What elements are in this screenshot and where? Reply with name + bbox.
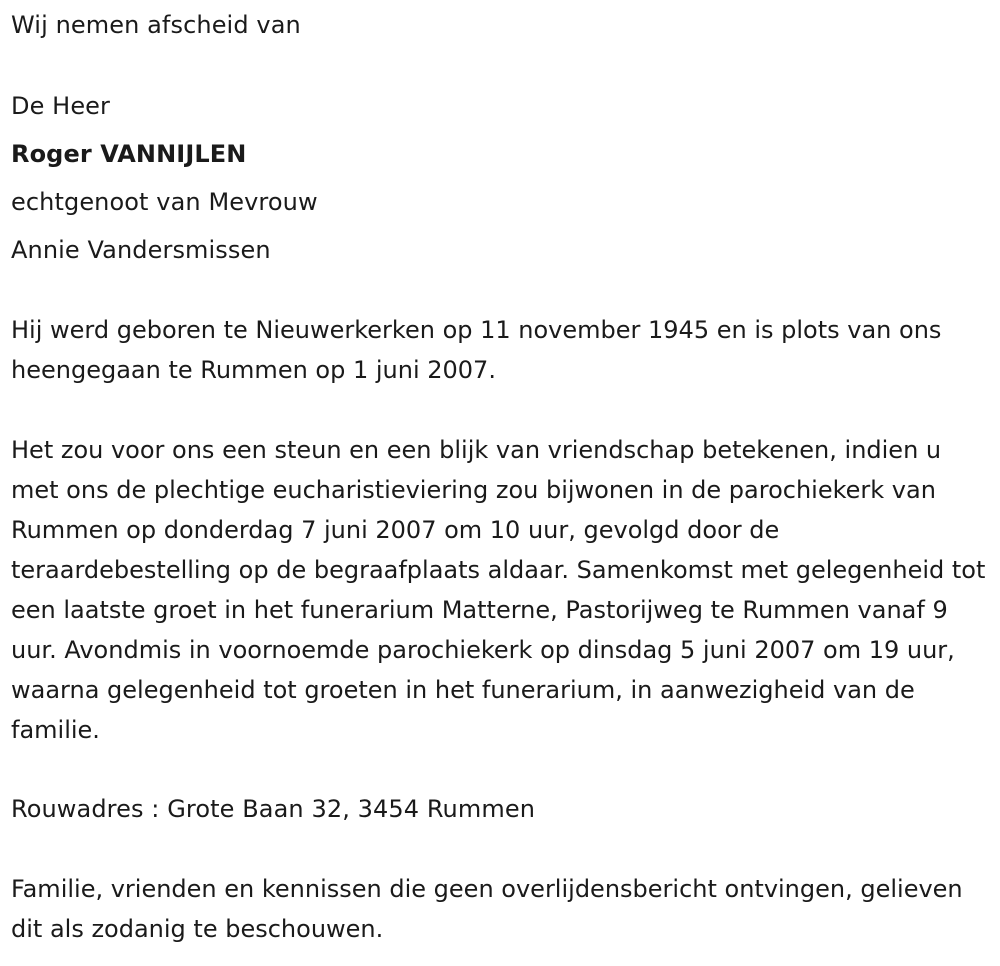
intro-text: Wij nemen afscheid van: [11, 11, 301, 39]
spouse-name: Annie Vandersmissen: [11, 236, 271, 264]
ceremony-paragraph: Het zou voor ons een steun en een blijk van vriendschap betekenen, indien u met ons de plechtige eucharistieviering zou bijwonen in de parochiekerk van Rummen op donderdag 7 juni 2007 om 10 uur, gevolgd door de teraardebestelling op de begraafplaats aldaar. Samenkomst met gelegenheid tot een laatste groet in het funerarium Matterne, Pastorijweg te Rummen vanaf 9 uur. Avondmis in voornoemde parochiekerk op dinsdag 5 juni 2007 om 19 uur, waarna gelegenheid tot groeten in het funerarium, in aanwezigheid van de familie.: [11, 436, 986, 744]
spouse-label: echtgenoot van Mevrouw: [11, 188, 318, 216]
closing-paragraph: Familie, vrienden en kennissen die geen overlijdensbericht ontvingen, gelieven dit als zodanig te beschouwen.: [11, 875, 963, 943]
title-prefix: De Heer: [11, 92, 111, 120]
deceased-name: Roger VANNIJLEN: [11, 140, 247, 168]
birth-death-paragraph: Hij werd geboren te Nieuwerkerken op 11 november 1945 en is plots van ons heengegaan te Rummen op 1 juni 2007.: [11, 316, 942, 384]
mourning-address: Rouwadres : Grote Baan 32, 3454 Rummen: [11, 795, 536, 823]
